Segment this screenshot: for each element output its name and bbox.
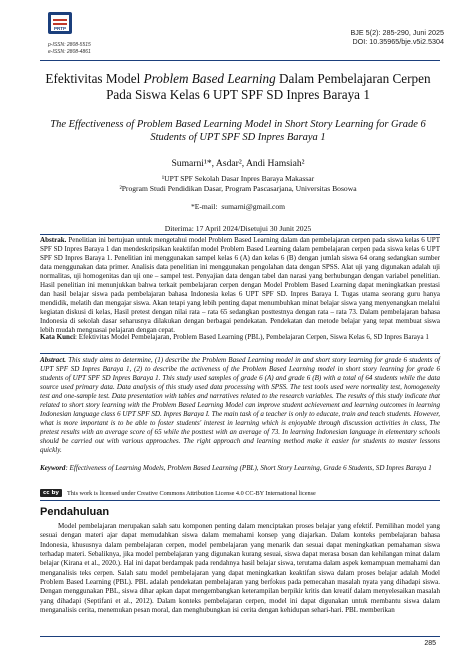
title-part2: Dalam Pembelajaran Cerpen Pada Siswa Kelas 6 UPT SPF SD Inpres Baraya 1 xyxy=(106,71,431,102)
journal-logo xyxy=(40,10,92,38)
keywords-en-text: : Effectiveness of Learning Models, Problem Based Learning (PBL), Short Story Learning, Grade 6 Students, SD Inpres Baraya 1 xyxy=(65,464,432,472)
article-title xyxy=(44,71,432,103)
header-rule xyxy=(40,60,440,61)
logo-text: PRTP xyxy=(53,26,67,31)
doi-link[interactable]: DOI: 10.35965/bje.v5i2.5304 xyxy=(352,37,444,46)
affiliation-1: ¹UPT SPF Sekolah Dasar Inpres Baraya Makassar xyxy=(161,174,315,183)
issn-block xyxy=(48,42,91,55)
abstract-english xyxy=(40,356,440,456)
issn-print: p-ISSN: 2808-5515 xyxy=(48,42,91,48)
abstract-text: Penelitian ini bertujuan untuk mengetahui model Problem Based Learning dalam dan pembelajaran cerpen pada siswa kelas 6 UPT SPF SD Inpres Baraya 1 dan mendeskripsikan keaktifan model Problem Based Learning dalam pembelajaran cerpen pada siswa kelas 6 UPT SPF SD Inpres Baraya 1. Penelitian ini menggunakan sampel kelas 6 (A) dan kelas 6 (B) dengan jumlah siswa 64 orang sedangkan sumber data menggunakan data primer. Analisis data penelitian ini menggunakan pengolahan data dengan SPSS. Alat uji yang digunakan adalah uji normalitas, uji homogenitas dan uji one – sampel test. Penyajian data dengan tabel dan narasi yang berhubungan dengan variabel penelitian. Hasil penelitian ini menunjukkan bahwa terkait pembelajaran cerpen dengan Model Problem Based Learning dapat meningkatkan prestasi dan hasil belajar siswa pada pembelajaran bahasa Indonesia kelas 6 UPT SPF SD. Inpres Baraya I. Tugas utama seorang guru hanya mendidik, melatih dan mengajar siswa. Akan tetapi yang lebih penting dapat menumbuhkan minat belajar siswa yang menyenangkan melalui kegiatan diskusi di kelas, Hasil pretest dengan nilai rata – rata 65 sedangkan posttestnya dengan rata – rata 73. Dalam pembelajaran bahasa Indonesia di sekolah dasar seharusnya dilakukan dengan berbagai pendekatan. Pendekatan dan metode belajar yang tepat membuat siswa lebih mudah menguasai pelajaran dengan cepat. xyxy=(40,236,441,335)
email-line xyxy=(40,202,436,211)
abstract-top-rule xyxy=(40,234,440,235)
author-list: Sumarni¹*, Asdar², Andi Hamsiah² xyxy=(171,158,305,169)
title-part1: Efektivitas Model xyxy=(45,71,144,86)
affiliations xyxy=(40,174,436,194)
license-rule xyxy=(40,500,440,501)
journal-citation-block xyxy=(351,28,445,46)
abstract-indonesian xyxy=(40,236,440,336)
abstract-divider-rule xyxy=(40,353,440,354)
submission-dates: Diterima: 17 April 2024/Disetujui 30 Junit 2025 xyxy=(164,224,312,233)
abstract-label: Abstrak. xyxy=(40,236,67,244)
license-text: This work is licensed under Creative Commons Attribution License 4.0 CC-BY International license xyxy=(67,489,316,497)
license-line xyxy=(40,489,440,497)
journal-header xyxy=(40,10,444,58)
title-italic: Problem Based Learning xyxy=(143,71,276,86)
journal-citation: BJE 5(2): 285-290, Juni 2025 xyxy=(350,28,444,37)
abstract-en-label: Abstract. xyxy=(40,356,67,364)
page-number: 285 xyxy=(424,640,436,647)
cc-by-icon[interactable]: cc by xyxy=(40,489,62,497)
keywords-text: : Efektivitas Model Pembelajaran, Problem Based Learning (PBL), Pembelajaran Cerpen, Siswa Kelas 6, SD Inpres Baraya 1 xyxy=(75,333,429,341)
keywords-en-label: Keyword xyxy=(40,464,66,472)
introduction-paragraph: Model pembelajaran merupakan salah satu komponen penting dalam menciptakan proses belajar yang efektif. Pemilihan model yang sesuai dengan materi ajar dapat memudahkan siswa dalam memahami konsep yang diajarkan. Dalam konteks pembelajaran bahasa Indonesia, khususnya dalam pembelajaran cerpen, model pembelajaran yang menarik dan sesuai dapat meningkatkan pemahaman siswa terhadap materi. Sebaliknya, jika model pembelajaran yang digunakan kurang sesuai, siswa dapat merasa bosan dan kehilangan minat dalam belajar (Kirana et al., 2020.). Hal ini dapat berdampak pada rendahnya hasil belajar siswa, terutama dalam aspek kemampuan memahami dan menganalisis teks cerpen. Salah satu model pembelajaran yang dapat meningkatkan keaktifan siswa dalam proses belajar adalah Model Problem Based Learning (PBL). PBL adalah pendekatan pembelajaran yang berfokus pada pemecahan masalah nyata yang dihadapi siswa. Dengan menggunakan PBL, siswa dihar apkan dapat mengembangkan keterampilan berpikir kritis dan kreatif dalam menyelesaikan masalah yang dihadapi (Septifani et al., 2012). Dalam konteks pembelajaran cerpen, model ini dapat digunakan untuk membantu siswa dalam menganalisis cerita, menemukan pesan moral, dan menghubungkan isi cerita dengan kehidupan sehari-hari. PBL memberikan xyxy=(40,522,440,615)
abstract-en-text: This study aims to determine, (1) describe the Problem Based Learning model in and short story learning for grade 6 students of UPT SPF SD Inpres Baraya 1, (2) to describe the activeness of the Problem Based Learning model in short story learning for grade 6 students of UPT SPF SD Inpres Baraya 1. This study used samples of grade 6 (A) and grade 6 (B) with a total of 64 students while the data source used primary data. Data analysis of this study used data processing with SPSS. The test tools used were normality test, homogeneity test and one-sample test. Data presentation with tables and narratives related to the research variables. The results of this study indicate that related to short story learning with the Problem Based Learning Model can improve student achievement and learning outcomes in learning Indonesian language class 6 UPT SPF SD. Inpres Baraya I. The main task of a teacher is only to educate, train and teach students. However, what is more important is to be able to foster students' interest in learning which is enjoyable through discussion activities in class, The pretest results with an average score of 65 while the posttest with an average of 73. In learning Indonesian language in elementary schools should be carried out with various approaches. The right approach and learning method make it easier for students to master lessons quickly. xyxy=(40,356,440,455)
keywords-indonesian xyxy=(40,333,440,342)
email-address[interactable]: sumarni@gmail.com xyxy=(221,202,286,211)
affiliation-2: ²Program Studi Pendidikan Dasar, Program Pascasarjana, Universitas Bosowa xyxy=(119,184,357,193)
section-heading: Pendahuluan xyxy=(40,506,110,518)
keywords-english xyxy=(40,464,440,473)
email-label: *E-mail: xyxy=(190,202,218,211)
article-title-english: The Effectiveness of Problem Based Learning Model in Short Story Learning for Grade 6 Students of UPT SPF SD Inpres Baraya 1 xyxy=(50,119,426,143)
footer-rule xyxy=(40,636,440,637)
issn-online: e-ISSN: 2808-4861 xyxy=(48,48,91,55)
keywords-label: Kata Kunci xyxy=(40,333,76,341)
